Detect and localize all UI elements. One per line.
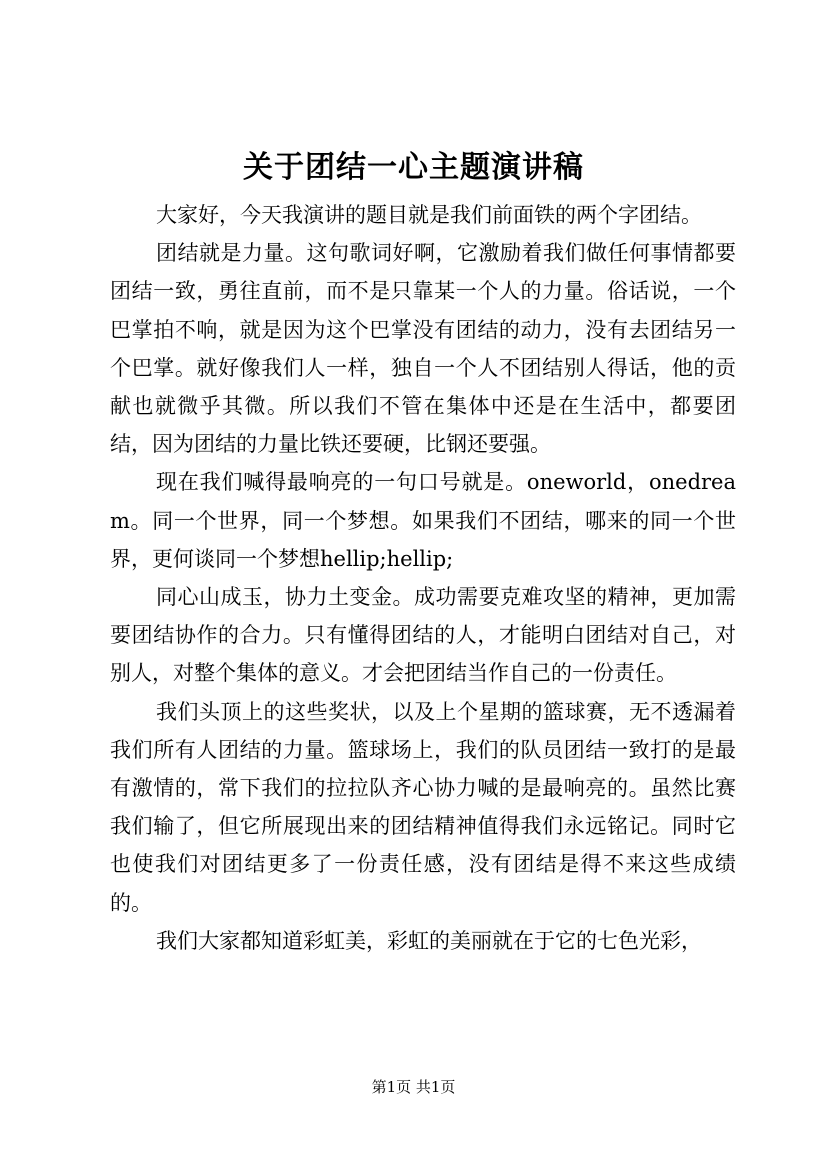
paragraph: 我们头顶上的这些奖状，以及上个星期的篮球赛，无不透漏着我们所有人团结的力量。篮球场上，我们的队员团结一致打的是最有激情的，常下我们的拉拉队齐心协力喊的是最响亮的。虽然比赛我们输了，但它所展现出来的团结精神值得我们永远铭记。同时它也使我们对团结更多了一份责任感，没有团结是得不来这些成绩的。 [110,699,736,915]
document-title: 关于团结一心主题演讲稿 [243,150,584,185]
paragraph: 我们大家都知道彩虹美，彩虹的美丽就在于它的七色光彩， [156,928,702,953]
paragraph: 大家好，今天我演讲的题目就是我们前面铁的两个字团结。 [156,203,702,227]
document-body [110,196,736,960]
paragraph: 现在我们喊得最响亮的一句口号就是。oneworld，onedream。同一个世界，同一个梦想。如果我们不团结，哪来的同一个世界，更何谈同一个梦想hellip;hellip; [110,470,736,571]
paragraph: 团结就是力量。这句歌词好啊，它激励着我们做任何事情都要团结一致，勇往直前，而不是只靠某一个人的力量。俗话说，一个巴掌拍不响，就是因为这个巴掌没有团结的动力，没有去团结另一个巴掌。就好像我们人一样，独自一个人不团结别人得话，他的贡献也就微乎其微。所以我们不管在集体中还是在生活中，都要团结，因为团结的力量比铁还要硬，比钢还要强。 [110,241,736,457]
paragraph: 同心山成玉，协力土变金。成功需要克难攻坚的精神，更加需要团结协作的合力。只有懂得团结的人，才能明白团结对自己，对别人，对整个集体的意义。才会把团结当作自己的一份责任。 [110,585,736,686]
page-footer: 第1页 共1页 [371,1078,456,1096]
